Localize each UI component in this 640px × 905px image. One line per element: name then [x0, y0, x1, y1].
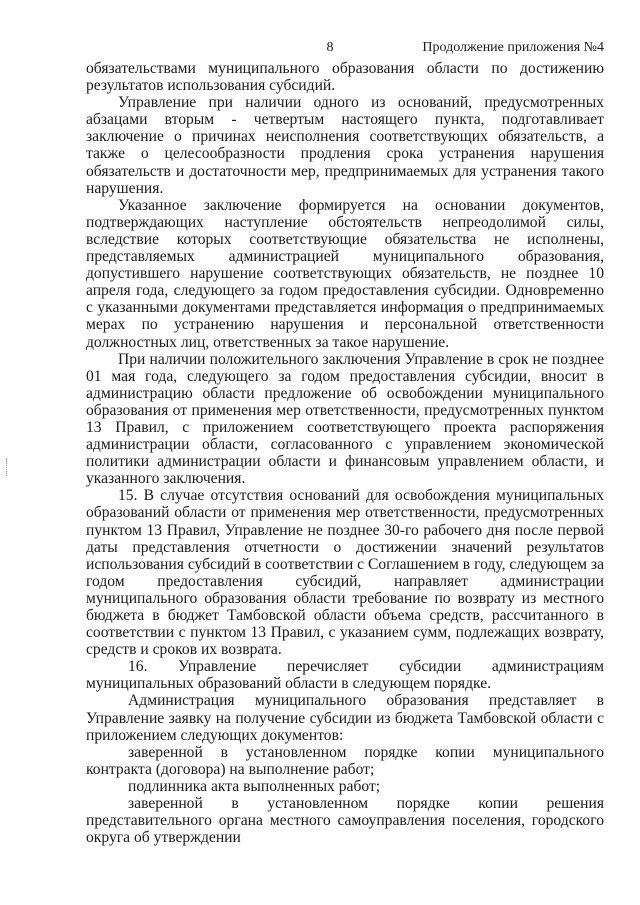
paragraph: заверенной в установленном порядке копии муниципального контракта (договора) на выполнение работ; [86, 743, 604, 778]
body-text [86, 60, 604, 846]
paragraph: обязательствами муниципального образования области по достижению результатов использования субсидий. [86, 60, 604, 95]
margin-mark [6, 458, 8, 476]
paragraph: Указанное заключение формируется на основании документов, подтверждающих наступление обстоятельств непреодолимой силы, вследствие которых соответствующие обязательства не исполнены, представляемых администрацией муниципального образования, допустившего нарушение соответствующих обязательств, не позднее 10 апреля года, следующего за годом предоставления субсидии. Одновременно с указанными документами представляется информация о предпринимаемых мерах по устранению нарушения и персональной ответственности должностных лиц, ответственных за такое нарушение. [86, 196, 604, 351]
paragraph: Администрация муниципального образования представляет в Управление заявку на получение субсидии из бюджета Тамбовской области с приложением следующих документов: [86, 692, 604, 744]
paragraph: подлинника акта выполненных работ; [128, 777, 381, 795]
paragraph: 16. Управление перечисляет субсидии администрациям муниципальных образований области в следующем порядке. [86, 658, 604, 693]
page-number: 8 [326, 40, 334, 55]
paragraph: Управление при наличии одного из оснований, предусмотренных абзацами вторым - четвертым настоящего пункта, подготавливает заключение о причинах неисполнения соответствующих обязательств, а также о целесообразности продления срока устранения нарушения обязательств и достаточности мер, предпринимаемых для устранения такого нарушения. [86, 94, 604, 197]
header-note: Продолжение приложения №4 [422, 40, 604, 55]
paragraph: При наличии положительного заключения Управление в срок не позднее 01 мая года, следующего за годом предоставления субсидии, вносит в администрацию области предложение об освобождении муниципального образования от применения мер ответственности, предусмотренных пунктом 13 Правил, с приложением соответствующего проекта распоряжения администрации области, согласованного с управлением экономической политики администрации области и финансовым управлением области, и указанного заключения. [86, 350, 604, 488]
paragraph: заверенной в установленном порядке копии решения представительного органа местного самоуправления поселения, городского округа об утверждении [86, 795, 604, 847]
paragraph: 15. В случае отсутствия оснований для освобождения муниципальных образований области от применения мер ответственности, предусмотренных пунктом 13 Правил, Управление не позднее 30-го рабочего дня после первой даты представления отчетности о достижении значений результатов использования субсидий в соответствии с Соглашением в году, следующем за годом предоставления субсидий, направляет администрации муниципального образования области требование по возврату из местного бюджета в бюджет Тамбовской области объема средств, рассчитанного в соответствии с пунктом 13 Правил, с указанием сумм, подлежащих возврату, средств и сроков их возврата. [86, 487, 604, 659]
